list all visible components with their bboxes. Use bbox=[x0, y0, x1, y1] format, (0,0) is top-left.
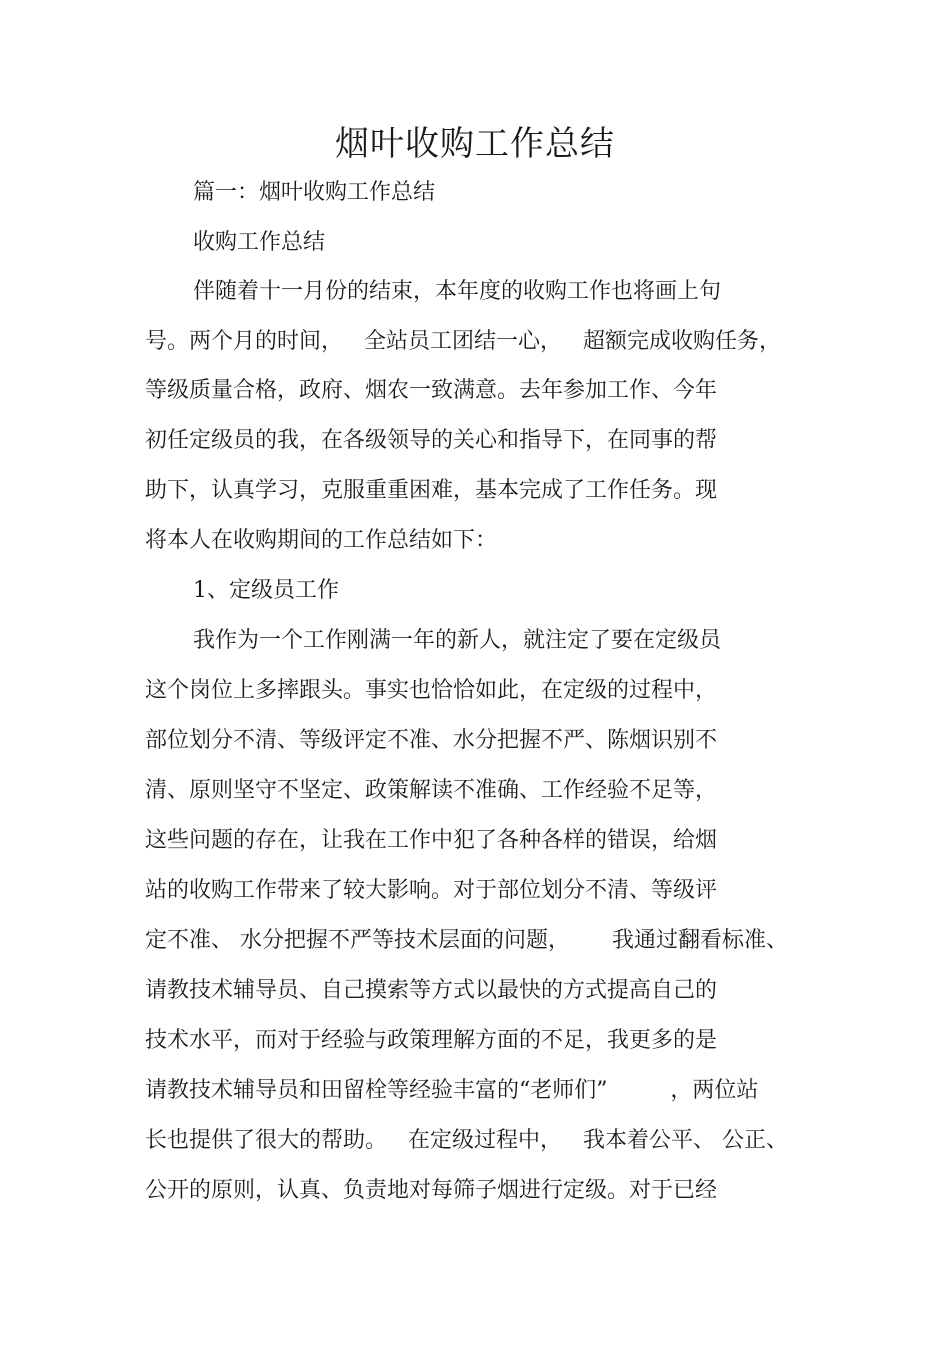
paragraph-line: 将本人在收购期间的工作总结如下： bbox=[145, 528, 498, 553]
numbered-heading: 1、定级员工作 bbox=[193, 578, 339, 603]
subheading: 收购工作总结 bbox=[193, 230, 326, 255]
paragraph-line: 定不准、 水分把握不严等技术层面的问题， 我通过翻看标准、 bbox=[145, 928, 788, 953]
paragraph-line: 部位划分不清、等级评定不准、水分把握不严、陈烟识别不 bbox=[145, 728, 718, 753]
paragraph-line: 我作为一个工作刚满一年的新人，就注定了要在定级员 bbox=[193, 628, 722, 653]
paragraph-line: 公开的原则，认真、负责地对每筛子烟进行定级。对于已经 bbox=[145, 1178, 718, 1203]
paragraph-line: 号。两个月的时间， 全站员工团结一心， 超额完成收购任务， bbox=[145, 329, 781, 354]
paragraph-line: 助下，认真学习，克服重重困难，基本完成了工作任务。现 bbox=[145, 478, 718, 503]
paragraph-line: 请教技术辅导员和田留栓等经验丰富的“老师们” ，两位站 bbox=[145, 1078, 759, 1103]
paragraph-line: 这个岗位上多摔跟头。事实也恰恰如此，在定级的过程中， bbox=[145, 678, 718, 703]
paragraph-line: 伴随着十一月份的结束，本年度的收购工作也将画上句 bbox=[193, 279, 722, 304]
paragraph-line: 等级质量合格，政府、烟农一致满意。去年参加工作、今年 bbox=[145, 378, 718, 403]
paragraph-line: 清、原则坚守不坚定、政策解读不准确、工作经验不足等， bbox=[145, 778, 718, 803]
paragraph-line: 长也提供了很大的帮助。 在定级过程中， 我本着公平、 公正、 bbox=[145, 1128, 788, 1153]
document-title: 烟叶收购工作总结 bbox=[335, 124, 615, 164]
paragraph-line: 技术水平，而对于经验与政策理解方面的不足，我更多的是 bbox=[145, 1028, 718, 1053]
section-heading: 篇一：烟叶收购工作总结 bbox=[193, 180, 436, 205]
paragraph-line: 初任定级员的我，在各级领导的关心和指导下，在同事的帮 bbox=[145, 428, 718, 453]
paragraph-line: 站的收购工作带来了较大影响。对于部位划分不清、等级评 bbox=[145, 878, 718, 903]
paragraph-line: 这些问题的存在，让我在工作中犯了各种各样的错误，给烟 bbox=[145, 828, 718, 853]
paragraph-line: 请教技术辅导员、自己摸索等方式以最快的方式提高自己的 bbox=[145, 978, 718, 1003]
